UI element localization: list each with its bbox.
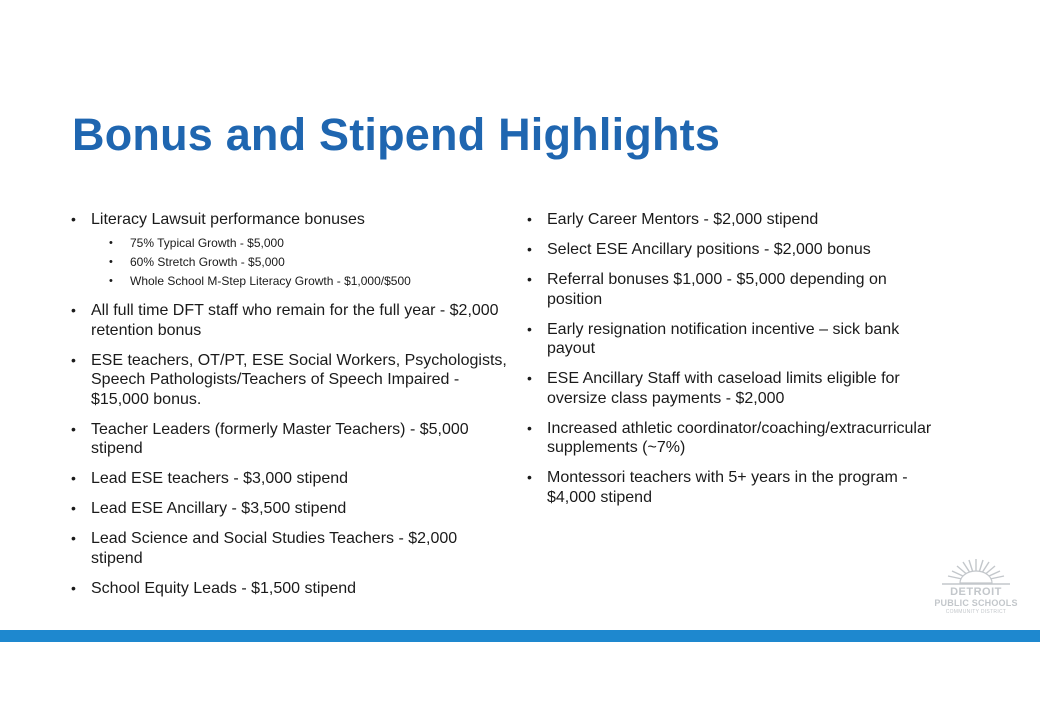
bullet-item: • ESE teachers, OT/PT, ESE Social Workers, Psychologists, Speech Pathologists/Teachers of Speech Impaired - $15,000 bonus.: [70, 351, 510, 410]
bullet-item: • Montessori teachers with 5+ years in the program - $4,000 stipend: [526, 468, 946, 507]
district-logo: [924, 556, 1028, 622]
bullet-item: • ESE Ancillary Staff with caseload limits eligible for oversize class payments - $2,000: [526, 369, 946, 408]
right-bullet-list: [526, 210, 946, 518]
bullet-text: Literacy Lawsuit performance bonuses: [91, 211, 365, 228]
bullet-item: • School Equity Leads - $1,500 stipend: [70, 579, 510, 599]
logo-line-1: DETROIT: [950, 586, 1002, 598]
bullet-item: • Increased athletic coordinator/coaching/extracurricular supplements (~7%): [526, 419, 946, 458]
footer-bar: [0, 630, 1040, 642]
bullet-item: • Lead ESE teachers - $3,000 stipend: [70, 469, 510, 489]
slide-title: Bonus and Stipend Highlights: [72, 109, 721, 160]
bullet-item: • Referral bonuses $1,000 - $5,000 depending on position: [526, 270, 946, 309]
bullet-item: • Early Career Mentors - $2,000 stipend: [526, 210, 946, 230]
sub-bullet-item: • 75% Typical Growth - $5,000: [109, 234, 510, 253]
sub-bullet-list: [91, 234, 510, 291]
bullet-item: [70, 210, 510, 291]
bullet-item: • Lead ESE Ancillary - $3,500 stipend: [70, 499, 510, 519]
bullet-item: • All full time DFT staff who remain for the full year - $2,000 retention bonus: [70, 301, 510, 340]
sub-bullet-item: • 60% Stretch Growth - $5,000: [109, 253, 510, 272]
bullet-item: • Lead Science and Social Studies Teachers - $2,000 stipend: [70, 529, 510, 568]
bullet-item: • Teacher Leaders (formerly Master Teachers) - $5,000 stipend: [70, 420, 510, 459]
sub-bullet-item: • Whole School M-Step Literacy Growth - $1,000/$500: [109, 272, 510, 291]
logo-line-3: COMMUNITY DISTRICT: [945, 609, 1007, 615]
bullet-item: • Select ESE Ancillary positions - $2,000 bonus: [526, 240, 946, 260]
left-bullet-list: [70, 210, 510, 609]
logo-line-2: PUBLIC SCHOOLS: [934, 598, 1018, 608]
sunburst-logo-icon: [936, 556, 1016, 586]
bullet-item: • Early resignation notification incentive – sick bank payout: [526, 320, 946, 359]
